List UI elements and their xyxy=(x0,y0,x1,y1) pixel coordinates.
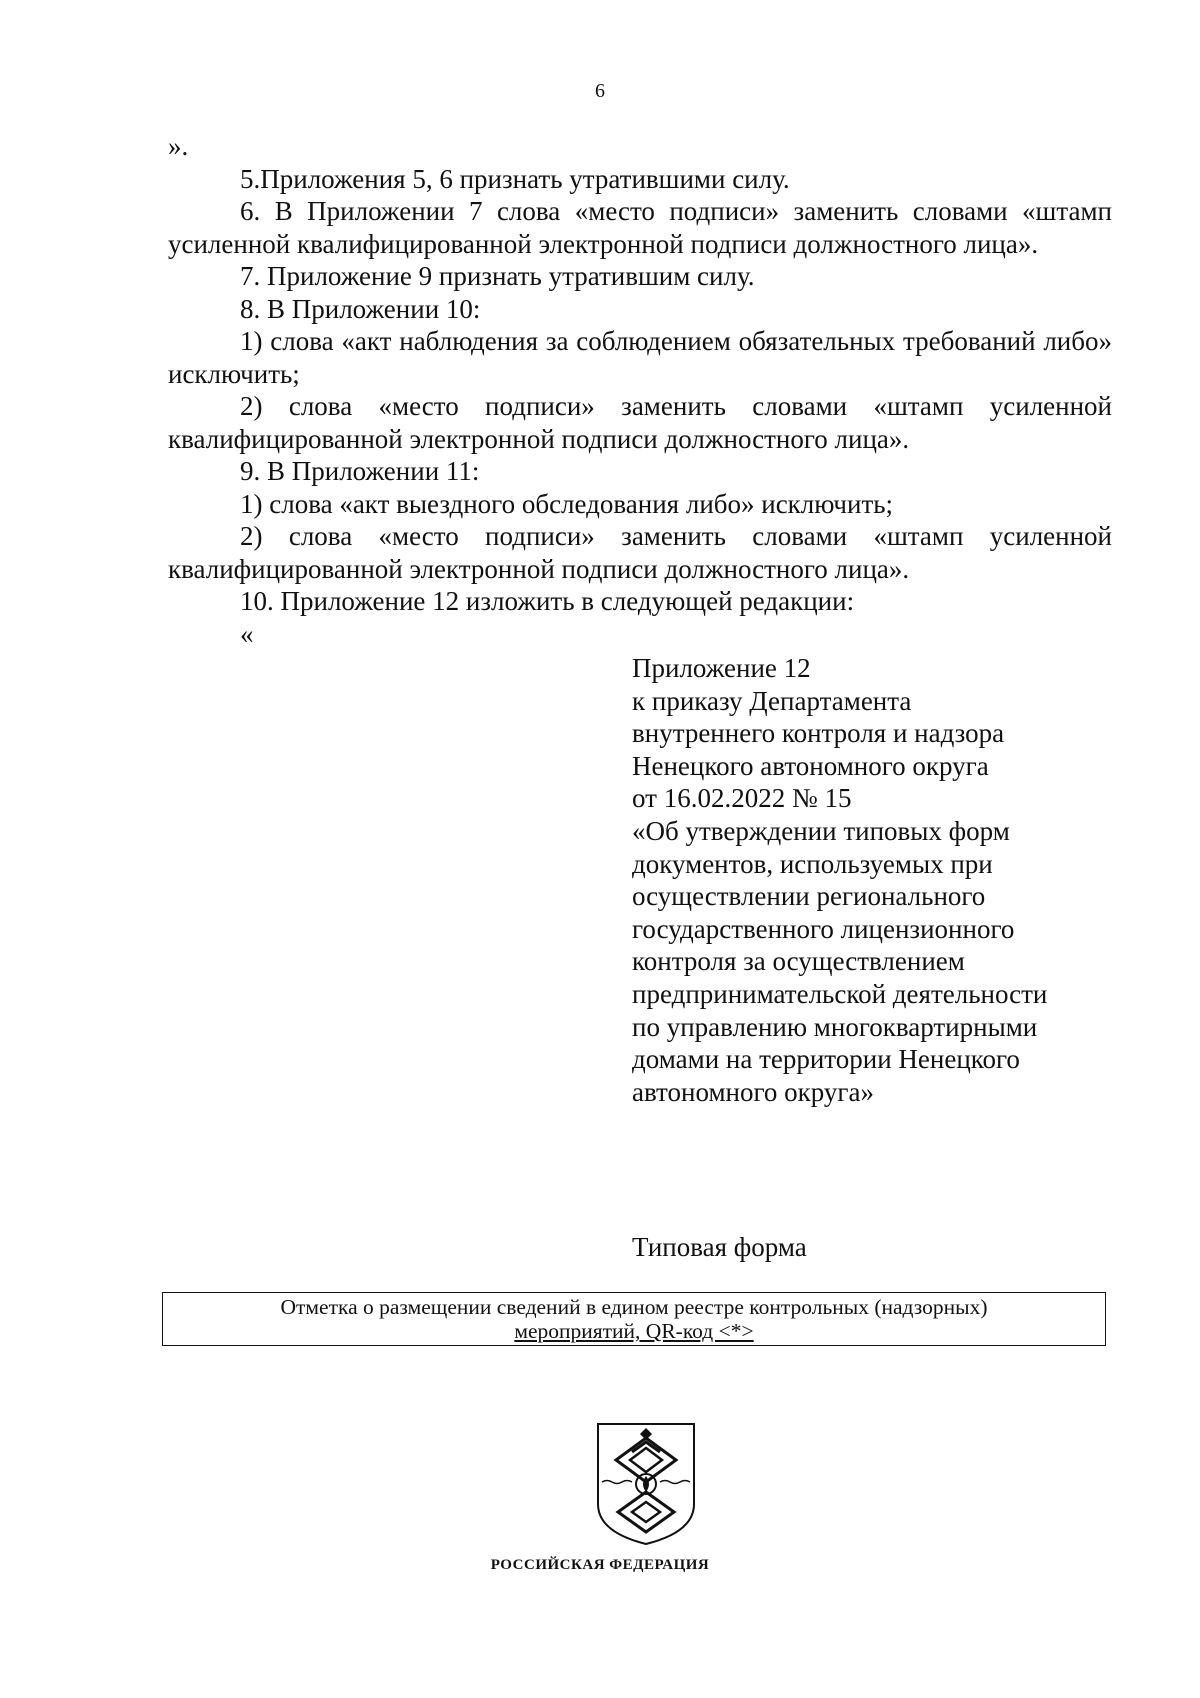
appendix-line: к приказу Департамента xyxy=(632,685,912,716)
paragraph-8: 8. В Приложении 10: xyxy=(240,293,481,324)
appendix-line: Приложение 12 xyxy=(632,653,811,683)
paragraph-10: 10. Приложение 12 изложить в следующей редакции: xyxy=(240,586,855,616)
registry-note-box xyxy=(162,1292,1106,1346)
appendix-line: государственного лицензионного xyxy=(632,913,1015,944)
opening-quote: « xyxy=(240,618,254,649)
closing-quote: ». xyxy=(168,131,189,161)
paragraph-9: 9. В Приложении 11: xyxy=(240,456,480,486)
registry-note-line-2: мероприятий, QR-код <*> xyxy=(514,1319,754,1343)
appendix-line: автономного округа» xyxy=(632,1076,874,1107)
appendix-line: от 16.02.2022 № 15 xyxy=(632,783,852,814)
appendix-line: предпринимательской деятельности xyxy=(632,978,1048,1009)
paragraph-6: 6. В Приложении 7 слова «место подписи» заменить словами «штамп усиленной квалифицированной электронной подписи должностного лица». xyxy=(168,196,1112,259)
appendix-line: документов, используемых при xyxy=(632,848,993,879)
paragraph-8-item-1: 1) слова «акт наблюдения за соблюдением обязательных требований либо» исключить; xyxy=(168,326,1112,389)
country-caption: РОССИЙСКАЯ ФЕДЕРАЦИЯ xyxy=(490,1557,710,1573)
paragraph-8-item-2: 2) слова «место подписи» заменить словами «штамп усиленной квалифицированной электронной подписи должностного лица». xyxy=(168,391,1112,454)
appendix-line: домами на территории Ненецкого xyxy=(632,1044,1020,1075)
form-type-label: Типовая форма xyxy=(632,1232,807,1262)
coat-of-arms-icon xyxy=(592,1420,700,1548)
appendix-line: контроля за осуществлением xyxy=(632,946,965,977)
appendix-line: «Об утверждении типовых форм xyxy=(632,815,1010,846)
paragraph-9-item-1: 1) слова «акт выездного обследования либо» исключить; xyxy=(240,488,894,519)
paragraph-5: 5.Приложения 5, 6 признать утратившими силу. xyxy=(240,163,790,194)
appendix-line: Ненецкого автономного округа xyxy=(632,750,989,781)
body-text xyxy=(168,130,1112,650)
page-number: 6 xyxy=(595,80,605,102)
appendix-line: по управлению многоквартирными xyxy=(632,1011,1038,1042)
appendix-line: внутреннего контроля и надзора xyxy=(632,718,1005,749)
paragraph-7: 7. Приложение 9 признать утратившим силу. xyxy=(240,261,755,291)
appendix-header xyxy=(632,652,1102,1108)
appendix-line: осуществлении регионального xyxy=(632,881,986,912)
registry-note-line-1: Отметка о размещении сведений в едином реестре контрольных (надзорных) xyxy=(280,1295,988,1319)
paragraph-9-item-2: 2) слова «место подписи» заменить словами «штамп усиленной квалифицированной электронной подписи должностного лица». xyxy=(168,521,1112,584)
